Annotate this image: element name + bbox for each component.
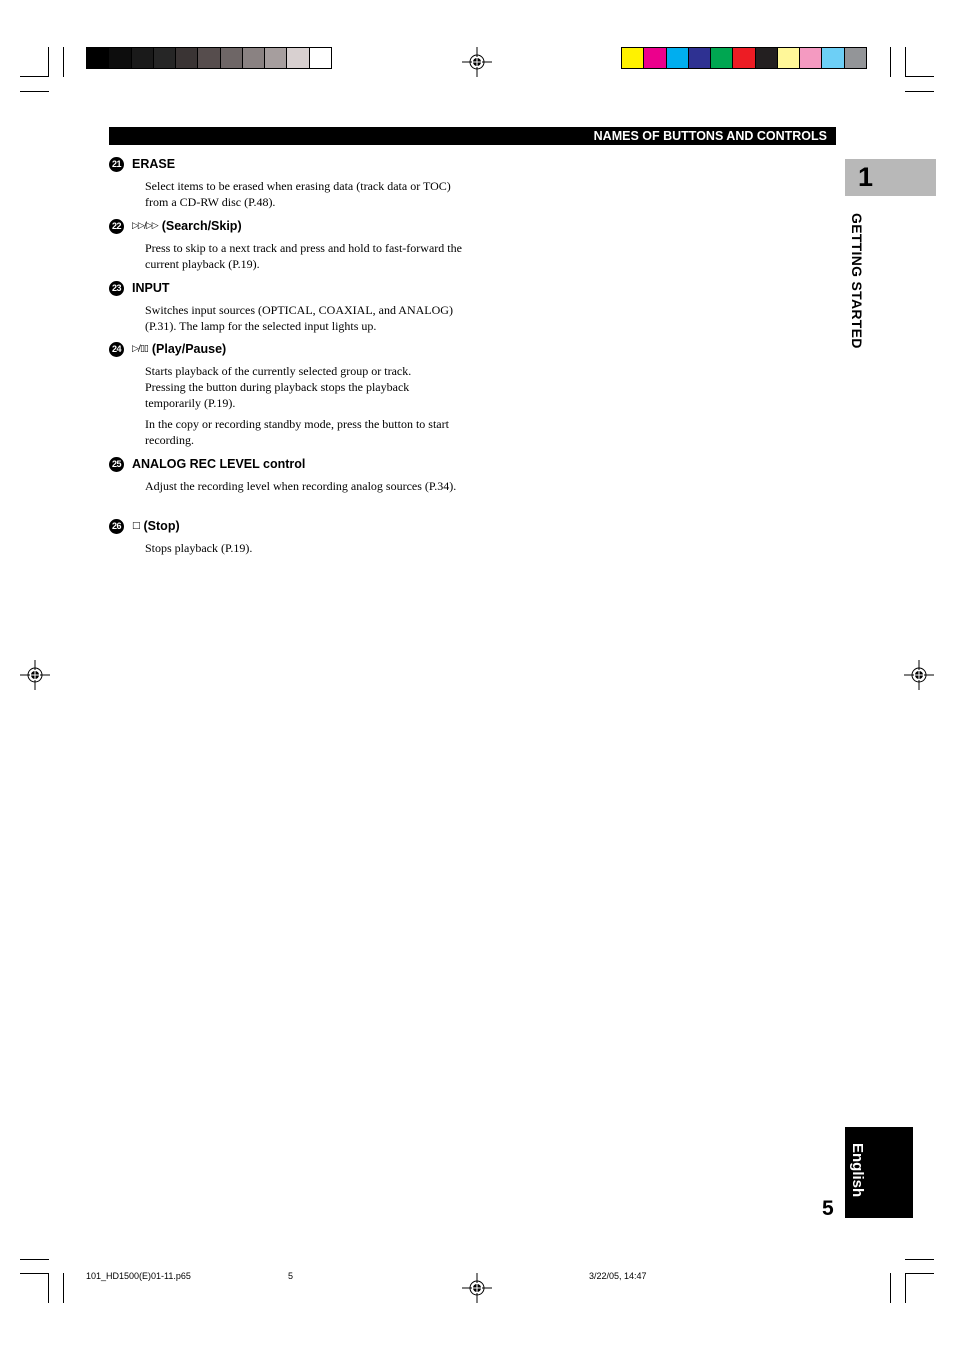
- item-number: 22: [109, 219, 124, 234]
- crop-mark: [905, 1273, 934, 1274]
- color-swatch: [622, 48, 643, 68]
- item-description: In the copy or recording standby mode, press the button to start recording.: [145, 417, 449, 447]
- color-swatch: [710, 48, 732, 68]
- color-swatch: [175, 48, 197, 68]
- list-item: [109, 218, 469, 272]
- crop-mark: [905, 1273, 906, 1303]
- crop-mark: [905, 47, 906, 77]
- item-number: 25: [109, 457, 124, 472]
- language-label: English: [849, 1143, 866, 1198]
- item-description: Adjust the recording level when recording analog sources (P.34).: [145, 479, 457, 493]
- section-title: NAMES OF BUTTONS AND CONTROLS: [593, 129, 827, 143]
- color-swatch: [821, 48, 843, 68]
- chapter-number: 1: [858, 162, 874, 192]
- item-description: Switches input sources (OPTICAL, COAXIAL, and ANALOG) (P.31). The lamp for the selected input lights up.: [145, 303, 453, 333]
- color-swatch: [108, 48, 130, 68]
- item-number: 24: [109, 342, 124, 357]
- footer-file: 101_HD1500(E)01-11.p65: [86, 1271, 191, 1281]
- registration-mark-icon: [462, 47, 492, 77]
- crop-mark: [20, 91, 49, 92]
- crop-mark: [48, 1273, 49, 1303]
- registration-mark-icon: [904, 660, 934, 690]
- list-item: [109, 456, 469, 494]
- color-swatch: [844, 48, 866, 68]
- crop-mark: [20, 76, 49, 77]
- color-swatch: [688, 48, 710, 68]
- color-swatch: [197, 48, 219, 68]
- list-item: [109, 518, 469, 556]
- search-skip-icon: ▷▷/▷▷: [132, 221, 158, 231]
- color-swatch: [220, 48, 242, 68]
- item-title: ANALOG REC LEVEL control: [132, 457, 306, 471]
- list-item: [109, 280, 469, 334]
- language-tab: [845, 1127, 913, 1218]
- registration-mark-icon: [462, 1273, 492, 1303]
- item-description: Starts playback of the currently selected group or track. Pressing the button during playback stops the playback temporarily (P.19).: [145, 364, 412, 410]
- color-swatch: [799, 48, 821, 68]
- crop-mark: [890, 47, 891, 77]
- crop-mark: [890, 1273, 891, 1303]
- color-swatch: [242, 48, 264, 68]
- color-swatch: [309, 48, 331, 68]
- registration-mark-icon: [20, 660, 50, 690]
- color-swatch: [153, 48, 175, 68]
- chapter-label: GETTING STARTED: [849, 213, 865, 349]
- color-swatch: [286, 48, 308, 68]
- play-pause-icon: ▷/▯▯: [132, 344, 148, 354]
- item-title: (Play/Pause): [151, 342, 227, 356]
- item-title: (Search/Skip): [161, 219, 242, 233]
- crop-mark: [905, 76, 934, 77]
- item-number: 21: [109, 157, 124, 172]
- item-number: 23: [109, 281, 124, 296]
- color-swatch: [131, 48, 153, 68]
- color-swatch: [777, 48, 799, 68]
- color-swatch: [264, 48, 286, 68]
- item-description: Stops playback (P.19).: [145, 541, 253, 555]
- crop-mark: [905, 1259, 934, 1260]
- chapter-tab: [845, 159, 936, 196]
- crop-mark: [48, 47, 49, 77]
- list-item: [109, 156, 469, 210]
- list-item: [109, 341, 469, 448]
- crop-mark: [20, 1273, 49, 1274]
- item-description: Select items to be erased when erasing data (track data or TOC) from a CD-RW disc (P.48).: [145, 179, 451, 209]
- color-swatch: [732, 48, 754, 68]
- item-number: 26: [109, 519, 124, 534]
- footer-timestamp: 3/22/05, 14:47: [589, 1271, 647, 1281]
- color-swatch: [87, 48, 108, 68]
- item-title: INPUT: [132, 281, 170, 295]
- crop-mark: [20, 1259, 49, 1260]
- color-swatch: [755, 48, 777, 68]
- crop-mark: [63, 1273, 64, 1303]
- process-color-bar: [621, 47, 867, 69]
- stop-icon: □: [132, 521, 140, 531]
- item-description: Press to skip to a next track and press and hold to fast-forward the current playback (P.19).: [145, 241, 462, 271]
- grayscale-color-bar: [86, 47, 332, 69]
- page-number: 5: [822, 1197, 834, 1220]
- crop-mark: [905, 91, 934, 92]
- item-title: (Stop): [143, 519, 180, 533]
- color-swatch: [643, 48, 665, 68]
- section-header: [109, 127, 836, 145]
- footer-page: 5: [288, 1271, 294, 1281]
- color-swatch: [666, 48, 688, 68]
- item-title: ERASE: [132, 157, 176, 171]
- crop-mark: [63, 47, 64, 77]
